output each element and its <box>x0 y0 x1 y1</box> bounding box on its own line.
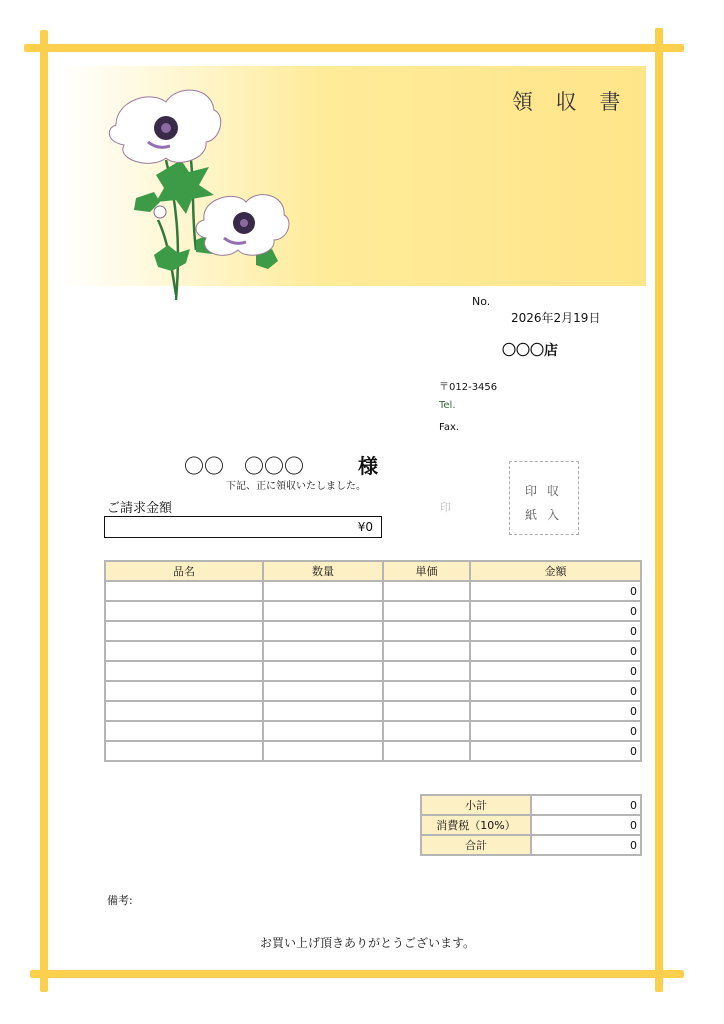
header-unit-price: 単価 <box>383 561 470 581</box>
stamp-label: 印 <box>440 501 451 514</box>
totals-table <box>420 794 642 856</box>
recipient-name: 〇〇 〇〇〇 <box>184 454 304 478</box>
frame-right <box>655 28 663 992</box>
cell-item[interactable] <box>105 701 263 721</box>
cell-amount: 0 <box>470 681 641 701</box>
cell-qty[interactable] <box>263 581 383 601</box>
table-row <box>105 721 641 741</box>
table-row <box>105 641 641 661</box>
total-row <box>421 835 641 855</box>
frame-bottom <box>30 970 684 978</box>
cell-amount: 0 <box>470 721 641 741</box>
total-label: 合計 <box>421 835 531 855</box>
header-item-name: 品名 <box>105 561 263 581</box>
cell-item[interactable] <box>105 661 263 681</box>
table-row <box>105 701 641 721</box>
cell-price[interactable] <box>383 581 470 601</box>
table-row <box>105 581 641 601</box>
cell-qty[interactable] <box>263 701 383 721</box>
cell-item[interactable] <box>105 621 263 641</box>
cell-amount: 0 <box>470 581 641 601</box>
cell-amount: 0 <box>470 621 641 641</box>
store-name: 〇〇〇店 <box>502 343 558 359</box>
cell-price[interactable] <box>383 681 470 701</box>
revenue-stamp-box <box>509 461 579 535</box>
total-value: 0 <box>531 835 641 855</box>
cell-price[interactable] <box>383 701 470 721</box>
cell-qty[interactable] <box>263 721 383 741</box>
items-table <box>104 560 642 762</box>
revenue-stamp-line2: 紙入 <box>525 508 570 522</box>
tax-label: 消費税（10%） <box>421 815 531 835</box>
cell-qty[interactable] <box>263 601 383 621</box>
tax-value: 0 <box>531 815 641 835</box>
header-quantity: 数量 <box>263 561 383 581</box>
cell-qty[interactable] <box>263 681 383 701</box>
billing-amount-box <box>104 516 382 538</box>
cell-item[interactable] <box>105 581 263 601</box>
table-row <box>105 741 641 761</box>
cell-amount: 0 <box>470 741 641 761</box>
tel-label: Tel. <box>439 400 456 411</box>
subtotal-value: 0 <box>531 795 641 815</box>
receipt-no-label: No. <box>472 295 491 308</box>
cell-price[interactable] <box>383 601 470 621</box>
subtotal-label: 小計 <box>421 795 531 815</box>
receipt-statement: 下記、正に領収いたしました。 <box>226 481 366 492</box>
items-header-row <box>105 561 641 581</box>
cell-qty[interactable] <box>263 741 383 761</box>
cell-item[interactable] <box>105 741 263 761</box>
cell-item[interactable] <box>105 681 263 701</box>
billing-amount: ¥0 <box>357 520 373 534</box>
cell-price[interactable] <box>383 741 470 761</box>
revenue-stamp-line1: 印収 <box>525 484 570 498</box>
table-row <box>105 661 641 681</box>
cell-price[interactable] <box>383 621 470 641</box>
table-row <box>105 681 641 701</box>
frame-left <box>40 30 48 992</box>
header-amount: 金額 <box>470 561 641 581</box>
frame-top <box>24 44 684 52</box>
fax-label: Fax. <box>439 422 460 433</box>
thanks-message: お買い上げ頂きありがとうございます。 <box>260 936 476 950</box>
cell-price[interactable] <box>383 641 470 661</box>
document-title: 領 収 書 <box>512 90 629 114</box>
cell-amount: 0 <box>470 661 641 681</box>
table-row <box>105 601 641 621</box>
subtotal-row <box>421 795 641 815</box>
recipient-honorific: 様 <box>358 454 378 478</box>
cell-amount: 0 <box>470 601 641 621</box>
cell-amount: 0 <box>470 641 641 661</box>
table-row <box>105 621 641 641</box>
postal-code: 〒012-3456 <box>439 382 498 393</box>
cell-price[interactable] <box>383 721 470 741</box>
remarks-label: 備考: <box>107 894 133 907</box>
anemone-flowers-icon <box>96 80 296 305</box>
cell-qty[interactable] <box>263 621 383 641</box>
cell-item[interactable] <box>105 601 263 621</box>
cell-qty[interactable] <box>263 641 383 661</box>
tax-row <box>421 815 641 835</box>
billing-label: ご請求金額 <box>107 501 173 516</box>
cell-price[interactable] <box>383 661 470 681</box>
cell-amount: 0 <box>470 701 641 721</box>
issue-date: 2026年2月19日 <box>511 311 601 325</box>
cell-item[interactable] <box>105 721 263 741</box>
cell-qty[interactable] <box>263 661 383 681</box>
cell-item[interactable] <box>105 641 263 661</box>
